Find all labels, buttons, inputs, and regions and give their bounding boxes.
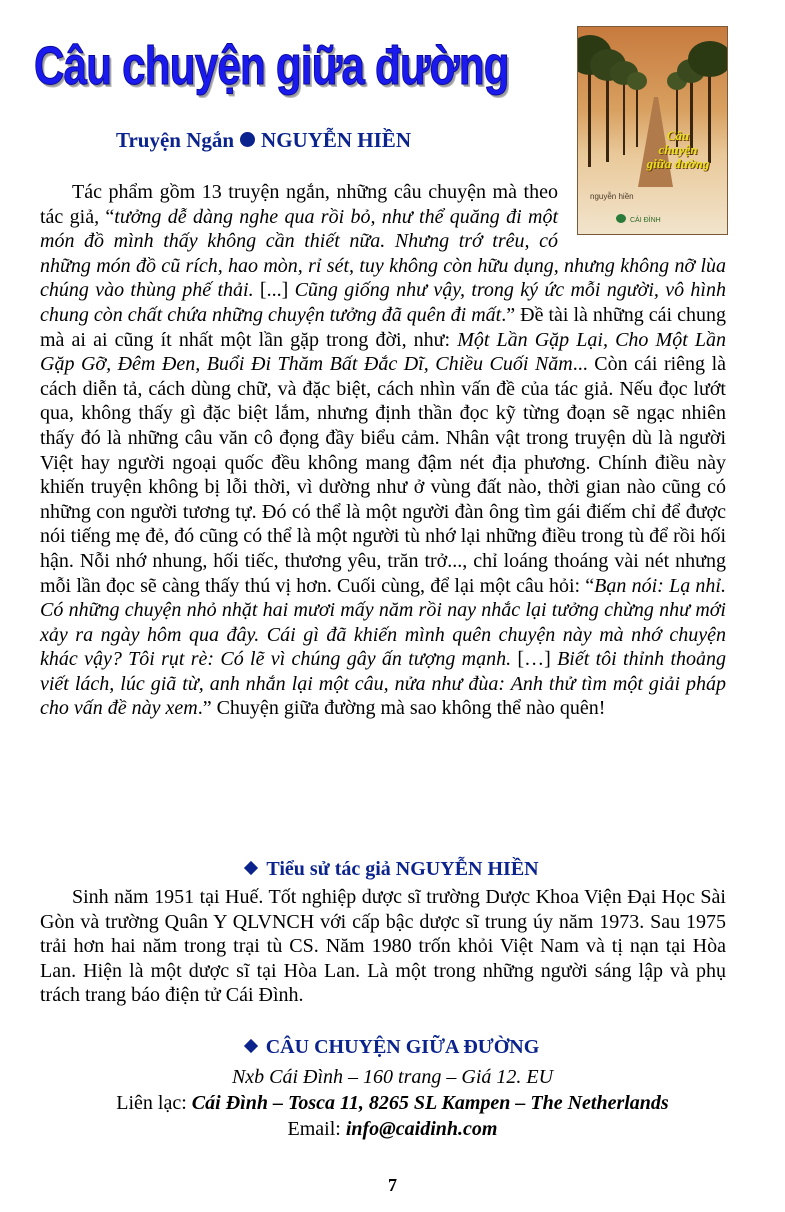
contact-label: Liên lạc: <box>116 1092 192 1114</box>
article-title: Câu chuyện giữa đường <box>34 36 509 96</box>
cover-author: nguyễn hiền <box>590 192 634 201</box>
book-heading: CÂU CHUYỆN GIỮA ĐƯỜNG <box>0 1036 785 1059</box>
email-label: Email: <box>287 1118 346 1140</box>
genre-label: Truyện Ngắn <box>116 128 235 152</box>
article-byline <box>116 128 411 153</box>
email-line <box>0 1118 785 1141</box>
page-number: 7 <box>388 1175 397 1195</box>
email-link[interactable]: info@caidinh.com <box>345 1118 498 1140</box>
contact-line <box>0 1092 785 1115</box>
cover-publisher: CÁI ĐÌNH <box>630 217 661 224</box>
diamond-bullet-icon <box>244 861 258 875</box>
review-paragraph: Tác phẩm gồm 13 truyện ngắn, những câu chuyện mà theo tác giả, “tưởng dễ dàng nghe qua rồi bỏ, như thể quăng đi một món đồ mình thấy không cần thiết nữa. Nhưng trớ trêu, có những món đồ cũ rích, hao mòn, rỉ sét, tuy không còn hữu dụng, nhưng không nỡ lùa chúng vào thùng phế thải. [...] Cũng giống như vậy, trong ký ức mỗi người, vô hình chung còn chất chứa những chuyện tưởng đã quên đi mất.” Đề tài là những cái chung mà ai ai cũng ít nhất một lần gặp trong đời, như: Một Lần Gặp Lại, Cho Một Lần Gặp Gỡ, Đêm Đen, Buổi Đi Thăm Bất Đắc Dĩ, Chiều Cuối Năm... Còn cái riêng là cách diễn tả, cách dùng chữ, và đặc biệt, cách nhìn vấn đề của tác giả. Nếu đọc lướt qua, không thấy gì đặc biệt lắm, nhưng định thần đọc kỹ từng đoạn sẽ ngạc nhiên thấy đó là những câu văn cô đọng đầy biểu cảm. Nhân vật trong truyện dù là người Việt hay người ngoại quốc đều không mang đậm nét địa phương. Chính điều này khiến truyện không bị lỗi thời, vì dường như ở vùng đất nào, thời gian nào cũng có những con người tương tự. Đó có thể là một người đàn ông tìm gái điếm chỉ để được nói tiếng mẹ đẻ, đó cũng có thể là một người tù nhớ lại những điều trong tù để rồi hối hận. Nỗi nhớ nhung, hối tiếc, thương yêu, trăn trở..., chỉ loáng thoáng vài nét nhưng mỗi lần đọc sẽ càng thấy thú vị hơn. Cuối cùng, để lại một câu hỏi: “Bạn nói: Lạ nhỉ. Có những chuyện nhỏ nhặt hai mươi mấy năm rồi nay nhắc lại tưởng chừng như mới xảy ra ngày hôm qua đây. Cái gì đã khiến mình quên chuyện này mà nhớ chuyện khác vậy? Tôi rụt rè: Có lẽ vì chúng gây ấn tượng mạnh. […] Biết tôi thỉnh thoảng viết lách, lúc giã từ, anh nhắn lại một câu, nửa như đùa: Anh thử tìm một giải pháp cho vấn đề này xem.” Chuyện giữa đường mà sao không thể nào quên! <box>40 181 727 720</box>
contact-address: Cái Đình – Tosca 11, 8265 SL Kampen – The Netherlands <box>191 1092 669 1114</box>
cover-title: Câu chuyện giữa đường <box>646 128 710 171</box>
bullet-dot-icon <box>240 132 255 147</box>
bio-heading: Tiểu sử tác giả NGUYỄN HIỀN <box>0 858 785 881</box>
diamond-bullet-icon <box>244 1039 258 1053</box>
book-info: Nxb Cái Đình – 160 trang – Giá 12. EU <box>231 1066 554 1088</box>
author-name: NGUYỄN HIỀN <box>261 128 411 152</box>
author-bio: Sinh năm 1951 tại Huế. Tốt nghiệp dược sĩ trường Dược Khoa Viện Đại Học Sài Gòn và trường Quân Y QLVNCH với cấp bậc dược sĩ trung úy năm 1973. Sau 1975 trải hơn hai năm trong trại tù CS. Năm 1980 trốn khỏi Việt Nam và tị nạn tại Hòa Lan. Hiện là một dược sĩ tại Hòa Lan. Là một trong những người sáng lập và phụ trách trang báo điện tử Cái Đình. <box>40 886 726 1007</box>
